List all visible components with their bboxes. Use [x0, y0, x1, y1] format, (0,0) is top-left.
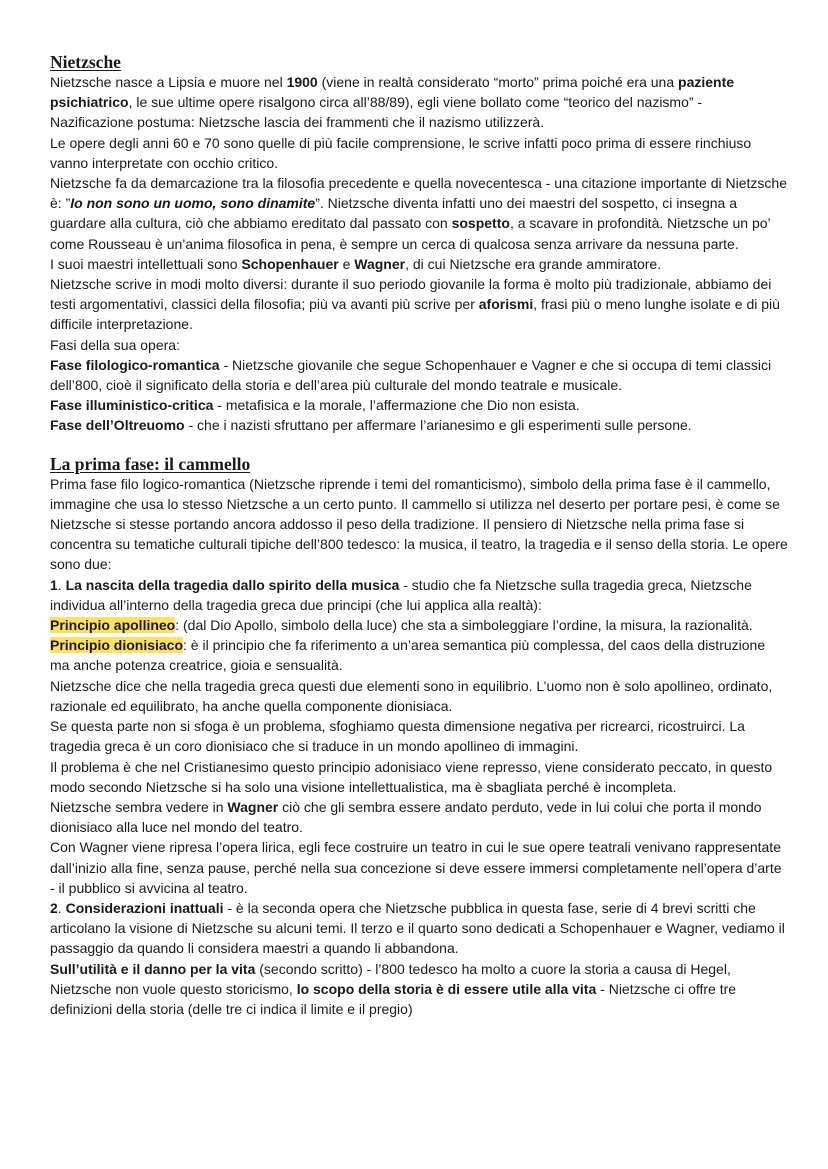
text-run: Se questa parte non si sfoga è un problema, sfoghiamo questa dimensione negativa per ricrearci, ricostruirci. La tragedia greca è un coro dionisiaco che si traduce in un mondo apollineo di immagini. — [50, 718, 745, 755]
paragraph — [50, 254, 788, 274]
paragraph — [50, 133, 788, 173]
highlighted-term: Principio apollineo — [50, 617, 176, 634]
paragraph — [50, 837, 788, 898]
text-run: - è la seconda opera che Nietzsche pubblica in questa fase, serie di 4 brevi scritti che articolano la visione di Nietzsche su alcuni temi. Il terzo e il quarto sono dedicati a Schopenhauer e Wagner, vediamo il passaggio da quando li considera maestri a quando li abbandona. — [50, 899, 785, 957]
text-run: - studio che fa Nietzsche sulla tragedia greca, Nietzsche individua all’interno della tragedia greca due principi (che lui applica alla realtà): — [50, 576, 752, 613]
bold-text: aforismi — [478, 296, 534, 313]
text-run: (viene in realtà considerato “morto” prima poiché era una — [317, 74, 679, 90]
text-run: - Nietzsche giovanile che segue Schopenhauer e Vagner e che si occupa di temi classici dell’800, cioè il significato della storia e dell’area più culturale del mondo teatrale e musicale. — [50, 356, 772, 394]
text-run: . — [57, 899, 66, 916]
text-run: Fasi della sua opera: — [50, 336, 180, 353]
text-run: Nietzsche dice che nella tragedia greca questi due elementi sono in equilibrio. L’uomo non è solo apollineo, ordinato, razionale ed equilibrato, ha anche quella componente dionisiaca. — [50, 677, 773, 714]
section-title-prima-fase: La prima fase: il cammello — [50, 453, 251, 474]
paragraph — [50, 635, 788, 675]
text-run: - Nietzsche ci offre tre definizioni della storia (delle tre ci indica il limite e il pregio) — [50, 980, 737, 1017]
paragraph — [50, 676, 788, 716]
bold-text: Wagner — [354, 255, 406, 272]
text-run: : (dal Dio Apollo, simbolo della luce) che sta a simboleggiare l’ordine, la misura, la razionalità. — [175, 617, 753, 634]
text-run: Nietzsche nasce a Lipsia e muore nel — [50, 74, 287, 90]
bold-text: Considerazioni inattuali — [65, 899, 224, 916]
section-body-nietzsche — [50, 72, 788, 436]
text-run: - che i nazisti sfruttano per affermare l’arianesimo e gli esperimenti sulle persone. — [184, 417, 692, 434]
bold-text: La nascita della tragedia dallo spirito della musica — [65, 576, 400, 593]
bold-text: lo scopo della storia è di essere utile alla vita — [296, 980, 597, 997]
text-run: Le opere degli anni 60 e 70 sono quelle di più facile comprensione, le scrive infatti poco prima di essere rinchiuso vanno interpretate con occhio critico. — [50, 134, 752, 171]
text-run: ciò che gli sembra essere andato perduto, vede in lui colui che porta il mondo dionisiaco alla luce nel mondo del teatro. — [50, 798, 762, 836]
paragraph — [50, 474, 788, 575]
text-run: , le sue ultime opere risalgono circa all’88/89), egli viene bollato come “teorico del nazismo” - Nazificazione postuma: Nietzsche lascia dei frammenti che il nazismo utilizzerà. — [50, 94, 703, 131]
bold-text: 1900 — [286, 74, 318, 90]
paragraph — [50, 173, 788, 254]
text-run: Nietzsche scrive in modi molto diversi: durante il suo periodo giovanile la forma è molto più tradizionale, abbiamo dei testi argomentativi, classici della filosofia; più va avanti più scrive per — [50, 276, 772, 313]
bold-text: Fase filologico-romantica — [50, 356, 220, 373]
text-run: , a scavare in profondità. Nietzsche un po’ come Rousseau è un’anima filosofica in pena, è sempre un cerca di qualcosa senza arrivare da nessuna parte. — [50, 215, 771, 252]
bold-text: 1 — [50, 576, 58, 593]
section-body-prima-fase — [50, 474, 788, 1019]
bold-text: Fase dell’Oltreuomo — [50, 417, 185, 434]
text-run: - metafisica e la morale, l’affermazione che Dio non esista. — [213, 397, 580, 414]
text-run: e — [338, 255, 355, 272]
bold-text: paziente psichiatrico — [50, 74, 735, 111]
text-run: Con Wagner viene ripresa l’opera lirica, egli fece costruire un teatro in cui le sue opere teatrali venivano rappresentate dall’inizio alla fine, senza pause, perché nella sua concezione si deve essere immersi completamente nell’opera d’arte - il pubblico si avvicina al teatro. — [50, 839, 782, 896]
section-title-nietzsche: Nietzsche — [50, 52, 121, 72]
paragraph — [50, 335, 788, 355]
paragraph — [50, 757, 788, 797]
text-run: Nietzsche sembra vedere in — [50, 798, 228, 815]
text-run: Il problema è che nel Cristianesimo questo principio adonisiaco viene represso, viene considerato peccato, in questo modo secondo Nietzsche si ha solo una visione intellettualistica, ma è sbagliata perché è incompleta. — [50, 758, 773, 795]
text-run: : è il principio che fa riferimento a un’area semantica più complessa, del caos della distruzione ma anche potenza creatrice, gioia e sensualità. — [50, 637, 766, 674]
text-run: I suoi maestri intellettuali sono — [50, 255, 242, 272]
text-run: , frasi più o meno lunghe isolate e di più difficile interpretazione. — [50, 296, 780, 333]
paragraph — [50, 355, 788, 395]
paragraph — [50, 615, 788, 635]
bold-text: Wagner — [227, 798, 279, 815]
paragraph — [50, 415, 788, 435]
paragraph — [50, 898, 788, 959]
paragraph — [50, 716, 788, 756]
highlighted-term: Principio dionisiaco — [50, 637, 184, 654]
paragraph — [50, 959, 788, 1020]
bold-text: sospetto — [451, 215, 510, 232]
text-run: (secondo scritto) - l’800 tedesco ha molto a cuore la storia a causa di Hegel, Nietzsche non vuole questo storicismo, — [50, 960, 731, 997]
text-run: Prima fase filo logico-romantica (Nietzsche riprende i temi del romanticismo), simbolo della prima fase è il cammello, immagine che usa lo stesso Nietzsche a un certo punto. Il cammello si utilizza nel deserto per portare pesi, è come se Nietzsche si stesse portando ancora addosso il peso della tradizione. Il pensiero di Nietzsche nella prima fase si concentra su tematiche culturali tipiche dell’800 tedesco: la musica, il teatro, la tragedia e il senso della storia. Le opere sono due: — [50, 475, 788, 573]
paragraph — [50, 72, 788, 133]
bold-text: 2 — [50, 899, 58, 916]
paragraph — [50, 797, 788, 837]
paragraph — [50, 575, 788, 615]
text-run: , di cui Nietzsche era grande ammiratore. — [405, 255, 662, 272]
bold-text: Schopenhauer — [241, 255, 339, 272]
text-run: Nietzsche fa da demarcazione tra la filosofia precedente e quella novecentesca - una citazione importante di Nietzsche è: ” — [50, 175, 787, 212]
text-run: . — [57, 576, 66, 593]
paragraph — [50, 274, 788, 335]
bold-text: Sull’utilità e il danno per la vita — [50, 960, 256, 977]
bold-text: Io non sono un uomo, sono dinamite — [70, 195, 316, 212]
text-run: ”. Nietzsche diventa infatti uno dei maestri del sospetto, ci insegna a guardare alla cultura, ciò che abbiamo ereditato dal passato con — [50, 195, 738, 232]
bold-text: Fase illuministico-critica — [50, 397, 214, 414]
paragraph — [50, 395, 788, 415]
